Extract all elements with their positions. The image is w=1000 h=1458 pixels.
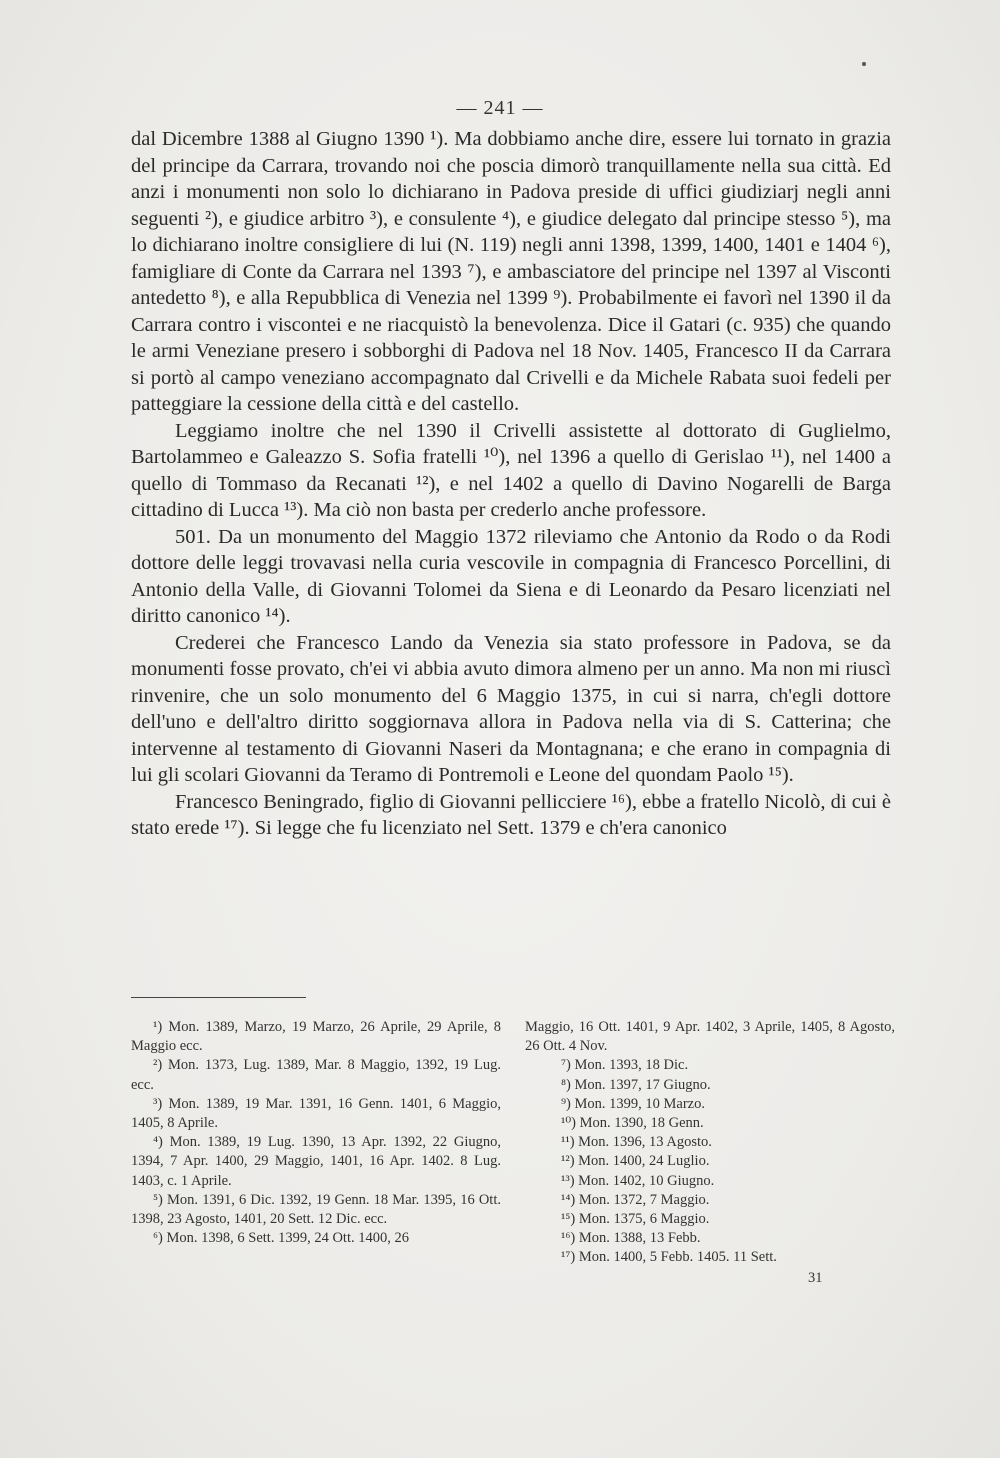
footnote: ¹¹) Mon. 1396, 13 Agosto. [561,1134,712,1151]
footnote: ¹³) Mon. 1402, 10 Giugno. [561,1172,715,1189]
footnote: ⁵) Mon. 1391, 6 Dic. 1392, 19 Genn. 18 Mar. 1395, 16 Ott. 1398, 23 Agosto, 1401, 20 Sett. 12 Dic. ecc. [131,1191,501,1228]
footnote: ¹²) Mon. 1400, 24 Luglio. [561,1153,710,1170]
footnote: ¹⁰) Mon. 1390, 18 Genn. [561,1115,704,1132]
footnote: ¹) Mon. 1389, Marzo, 19 Marzo, 26 Aprile, 29 Aprile, 8 Maggio ecc. [131,1019,501,1055]
main-text [131,126,891,842]
paragraph: Crederei che Francesco Lando da Venezia sia stato professore in Padova, se da monumenti fosse provato, ch'ei vi abbia avuto dimora almeno per un anno. Ma non mi riuscì rinvenire, che un solo monumento del 6 Maggio 1375, in cui si narra, ch'egli dottore dell'uno e dell'altro diritto soggiornava allora in Padova nella via di S. Catterina; che intervenne al testamento di Giovanni Naseri da Montagnana; e che erano in compagnia di lui gli scolari Giovanni da Teramo di Pontremoli e Leone del quondam Paolo ¹⁵). [131,631,891,786]
footnotes-right-column [525,1018,895,1268]
footnote: ⁴) Mon. 1389, 19 Lug. 1390, 13 Apr. 1392, 22 Giugno, 1394, 7 Apr. 1400, 29 Maggio, 1401, 16 Apr. 1402. 8 Lug. 1403, c. 1 Aprile. [131,1134,501,1189]
footnote: ¹⁶) Mon. 1388, 13 Febb. [561,1230,701,1247]
footnote: ¹⁴) Mon. 1372, 7 Maggio. [561,1191,710,1208]
paragraph: dal Dicembre 1388 al Giugno 1390 ¹). Ma dobbiamo anche dire, essere lui tornato in grazia del principe da Carrara, trovando noi che poscia dimorò tranquillamente nella sua città. Ed anzi i monumenti non solo lo dichiarano in Padova preside di uffici giudiziarj negli anni seguenti ²), e giudice arbitro ³), e consulente ⁴), e giudice delegato dal principe stesso ⁵), ma lo dichiarano inoltre consigliere di lui (N. 119) negli anni 1398, 1399, 1400, 1401 e 1404 ⁶), famigliare di Conte da Carrara nel 1393 ⁷), e ambasciatore del principe nel 1397 al Visconti antedetto ⁸), e alla Repubblica di Venezia nel 1399 ⁹). Probabilmente ei favorì nel 1390 il da Carrara contro i viscontei e ne riacquistò la benevolenza. Dice il Gatari (c. 935) che quando le armi Veneziane presero i sobborghi di Padova nel 18 Nov. 1405, Francesco II da Carrara si portò al campo veneziano accompagnato dal Crivelli e da Michele Rabata suoi fedeli per patteggiare la cessione della città e del castello. [131,128,891,415]
footnote-divider [131,997,306,998]
footnote: ¹⁵) Mon. 1375, 6 Maggio. [561,1211,710,1228]
footnote: ⁹) Mon. 1399, 10 Marzo. [561,1095,705,1112]
footnote: ³) Mon. 1389, 19 Mar. 1391, 16 Genn. 1401, 6 Maggio, 1405, 8 Aprile. [131,1095,501,1132]
footnote: ⁸) Mon. 1397, 17 Giugno. [561,1076,711,1093]
page-number: — 241 — [456,97,544,119]
paragraph: Leggiamo inoltre che nel 1390 il Crivelli assistette al dottorato di Guglielmo, Bartolammeo e Galeazzo S. Sofia fratelli ¹⁰), nel 1396 a quello di Gerislao ¹¹), nel 1400 a quello di Tommaso da Recanati ¹²), e nel 1402 a quello di Davino Nogarelli de Barga cittadino di Lucca ¹³). Ma ciò non basta per crederlo anche professore. [131,419,891,521]
ink-speck [862,62,866,66]
footnote: ⁷) Mon. 1393, 18 Dic. [561,1057,689,1074]
footnote: ²) Mon. 1373, Lug. 1389, Mar. 8 Maggio, 1392, 19 Lug. ecc. [131,1057,501,1093]
footnote: ⁶) Mon. 1398, 6 Sett. 1399, 24 Ott. 1400, 26 [153,1230,409,1247]
paragraph: Francesco Beningrado, figlio di Giovanni pellicciere ¹⁶), ebbe a fratello Nicolò, di cui è stato erede ¹⁷). Si legge che fu licenziato nel Sett. 1379 e ch'era canonico [131,790,891,839]
paragraph: 501. Da un monumento del Maggio 1372 rileviamo che Antonio da Rodo o da Rodi dottore delle leggi trovavasi nella curia vescovile in compagnia di Francesco Porcellini, di Antonio della Valle, di Giovanni Tolomei da Siena e di Leonardo da Pesaro licenziati nel diritto canonico ¹⁴). [131,525,891,627]
footnote: ¹⁷) Mon. 1400, 5 Febb. 1405. 11 Sett. [561,1249,777,1266]
footnotes-left-column [131,1018,501,1248]
printer-signature: 31 [808,1270,823,1286]
footnote-continuation: Maggio, 16 Ott. 1401, 9 Apr. 1402, 3 Aprile, 1405, 8 Agosto, 26 Ott. 4 Nov. [525,1019,895,1055]
